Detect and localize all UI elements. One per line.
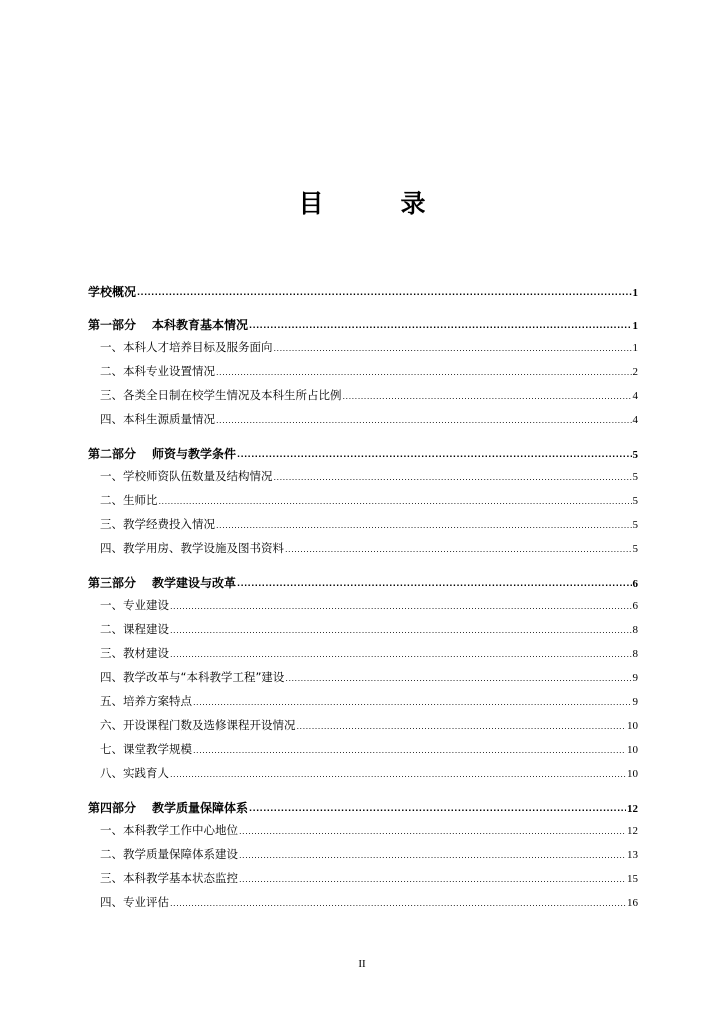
toc-entry-label: 二、课程建设 — [100, 622, 169, 636]
toc-entry-label: 三、本科教学基本状态监控 — [100, 871, 238, 885]
toc-item[interactable] — [88, 713, 638, 737]
toc-entry-label: 三、教学经费投入情况 — [100, 517, 215, 531]
toc-leader-dots — [285, 546, 632, 560]
toc-page-number: 5 — [632, 543, 638, 555]
toc-item[interactable] — [88, 641, 638, 665]
toc-section-part-4[interactable] — [88, 798, 638, 818]
toc-leader-dots — [137, 289, 631, 302]
toc-part-title: 教学质量保障体系 — [152, 801, 249, 815]
toc-part-number: 第二部分 — [88, 447, 137, 461]
toc-entry-label: 四、教学用房、教学设施及图书资料 — [100, 541, 284, 555]
toc-page-number: 9 — [632, 672, 638, 684]
toc-section-part-3[interactable] — [88, 573, 638, 593]
toc-item[interactable] — [88, 761, 638, 785]
toc-entry-label: 四、教学改革与“本科教学工程”建设 — [100, 670, 285, 684]
toc-item[interactable] — [88, 512, 638, 536]
toc-leader-dots — [170, 771, 626, 785]
toc-entry-label: 五、培养方案特点 — [100, 694, 192, 708]
toc-leader-dots — [170, 900, 626, 914]
toc-item[interactable] — [88, 890, 638, 914]
toc-page-number: 5 — [632, 471, 638, 483]
toc-page-number: 16 — [627, 897, 638, 909]
toc-page-number: 4 — [632, 390, 638, 402]
toc-page-number: 5 — [632, 449, 638, 461]
toc-section-part-1[interactable] — [88, 315, 638, 335]
toc-item[interactable] — [88, 359, 638, 383]
toc-leader-dots — [216, 522, 632, 536]
toc-leader-dots — [216, 417, 632, 431]
toc-entry-label: 三、教材建设 — [100, 646, 169, 660]
toc-page-number: 10 — [627, 744, 638, 756]
toc-page-number: 4 — [632, 414, 638, 426]
toc-leader-dots — [237, 451, 631, 464]
toc-leader-dots — [274, 345, 632, 359]
toc-section-part-2[interactable] — [88, 444, 638, 464]
toc-leader-dots — [170, 651, 632, 665]
toc-page-number: 9 — [632, 696, 638, 708]
toc-entry-label: 二、生师比 — [100, 493, 158, 507]
toc-entry-label: 二、本科专业设置情况 — [100, 364, 215, 378]
toc-entry-label: 一、本科人才培养目标及服务面向 — [100, 340, 273, 354]
toc-item[interactable] — [88, 488, 638, 512]
toc-page-number: 15 — [627, 873, 638, 885]
toc-part-number: 第一部分 — [88, 318, 137, 332]
toc-page-number: 6 — [632, 578, 638, 590]
toc-leader-dots — [297, 723, 627, 737]
toc-section-school-overview[interactable] — [88, 282, 638, 302]
toc-part-title: 师资与教学条件 — [152, 447, 237, 461]
toc-entry-label: 一、专业建设 — [100, 598, 169, 612]
toc-leader-dots — [239, 828, 626, 842]
toc-leader-dots — [274, 474, 632, 488]
toc-page-number: 1 — [632, 287, 638, 299]
toc-item[interactable] — [88, 689, 638, 713]
table-of-contents — [88, 282, 638, 914]
toc-item[interactable] — [88, 536, 638, 560]
toc-page-number: 13 — [627, 849, 638, 861]
toc-entry-label: 三、各类全日制在校学生情况及本科生所占比例 — [100, 388, 342, 402]
toc-page-number: 5 — [632, 495, 638, 507]
toc-part-title: 教学建设与改革 — [152, 576, 237, 590]
toc-entry-label: 二、教学质量保障体系建设 — [100, 847, 238, 861]
toc-leader-dots — [170, 603, 632, 617]
toc-page-number: 8 — [632, 624, 638, 636]
toc-item[interactable] — [88, 842, 638, 866]
toc-page-number: 5 — [632, 519, 638, 531]
toc-entry-label: 学校概况 — [88, 285, 137, 299]
toc-part-title: 本科教育基本情况 — [152, 318, 249, 332]
toc-leader-dots — [249, 322, 631, 335]
page-title: 目 录 — [298, 189, 452, 218]
toc-item[interactable] — [88, 737, 638, 761]
toc-leader-dots — [239, 876, 626, 890]
toc-item[interactable] — [88, 464, 638, 488]
toc-leader-dots — [170, 627, 632, 641]
toc-item[interactable] — [88, 818, 638, 842]
toc-entry-label: 八、实践育人 — [100, 766, 169, 780]
toc-leader-dots — [237, 580, 631, 593]
toc-item[interactable] — [88, 617, 638, 641]
toc-leader-dots — [216, 369, 632, 383]
toc-page-number: 12 — [627, 825, 638, 837]
toc-entry-label: 七、课堂教学规模 — [100, 742, 192, 756]
toc-item[interactable] — [88, 335, 638, 359]
toc-page-number: 2 — [632, 366, 638, 378]
toc-page-number: 10 — [627, 768, 638, 780]
footer-page-number: II — [358, 958, 366, 970]
toc-leader-dots — [193, 747, 626, 761]
toc-page-number: 6 — [632, 600, 638, 612]
toc-leader-dots — [193, 699, 632, 713]
toc-entry-label: 六、开设课程门数及选修课程开设情况 — [100, 718, 296, 732]
toc-entry-label: 四、专业评估 — [100, 895, 169, 909]
toc-entry-label: 一、本科教学工作中心地位 — [100, 823, 238, 837]
toc-page-number: 10 — [627, 720, 638, 732]
toc-leader-dots — [159, 498, 632, 512]
toc-leader-dots — [285, 675, 631, 689]
toc-item[interactable] — [88, 665, 638, 689]
toc-leader-dots — [249, 805, 626, 818]
toc-page-number: 12 — [627, 803, 638, 815]
toc-item[interactable] — [88, 593, 638, 617]
toc-page-number: 1 — [632, 320, 638, 332]
toc-entry-label: 四、本科生源质量情况 — [100, 412, 215, 426]
toc-item[interactable] — [88, 407, 638, 431]
toc-leader-dots — [343, 393, 632, 407]
toc-page-number: 8 — [632, 648, 638, 660]
toc-entry-label: 一、学校师资队伍数量及结构情况 — [100, 469, 273, 483]
toc-page-number: 1 — [632, 342, 638, 354]
toc-part-number: 第三部分 — [88, 576, 137, 590]
toc-part-number: 第四部分 — [88, 801, 137, 815]
toc-item[interactable] — [88, 383, 638, 407]
toc-leader-dots — [239, 852, 626, 866]
toc-item[interactable] — [88, 866, 638, 890]
